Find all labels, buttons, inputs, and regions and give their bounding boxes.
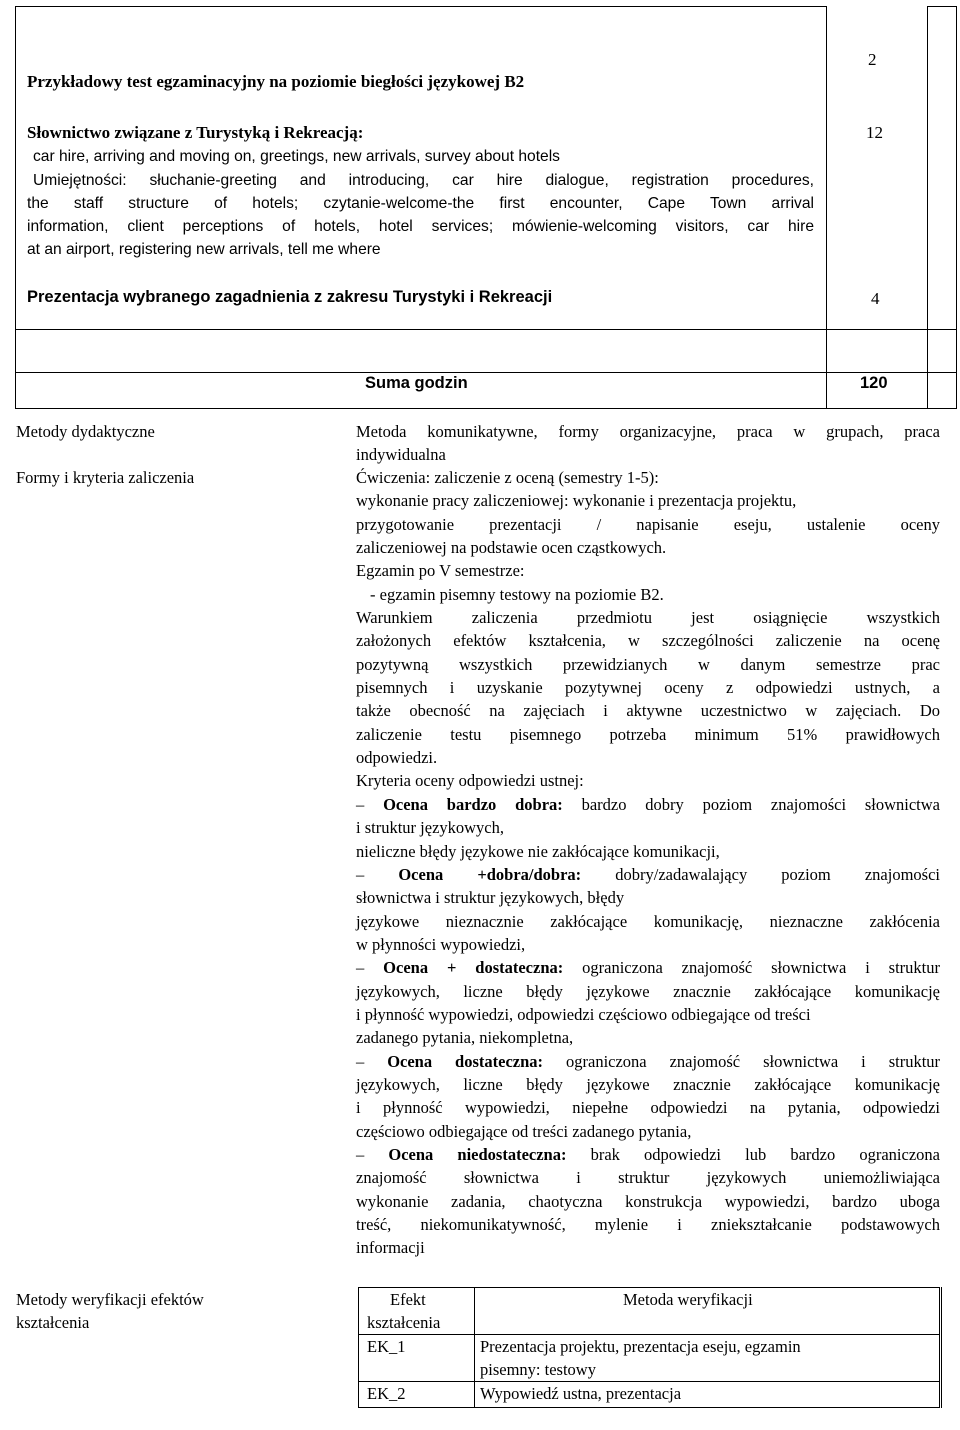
- grade-line: informacji: [356, 1238, 425, 1257]
- vocab-line: Umiejętności: słuchanie-greeting and introducing, car hire dialogue, registration procedures,: [33, 172, 814, 189]
- grade-line: językowych, liczne błędy językowe znacznie zakłócające komunikację: [356, 1075, 940, 1094]
- condition-line: zaliczenie testu pisemnego potrzeba minimum 51% prawidłowych: [356, 725, 940, 744]
- vocab-line: at an airport, registering new arrivals, tell me where: [27, 241, 381, 258]
- grade-line: językowe nieznacznie zakłócające komunikację, nieznaczne zakłócenia: [356, 912, 940, 931]
- grade-label: Ocena bardzo dobra:: [383, 795, 563, 814]
- grade-line: nieliczne błędy językowe nie zakłócające komunikacji,: [356, 842, 720, 861]
- condition-line: założonych efektów kształcenia, w szczególności zaliczenie na ocenę: [356, 631, 940, 650]
- vocab-line: information, client perceptions of hotels, hotel services; mówienie-welcoming visitors, car hire: [27, 218, 814, 235]
- column-number: 2: [868, 50, 877, 69]
- grade-description: bardzo dobry poziom znajomości słownictwa: [581, 795, 940, 814]
- table-cell-effect: EK_2: [367, 1384, 406, 1403]
- grade-label: Ocena niedostateczna:: [388, 1145, 567, 1164]
- condition-line: Warunkiem zaliczenia przedmiotu jest osiągnięcie wszystkich: [356, 608, 940, 627]
- grade-dash: –: [356, 1052, 365, 1071]
- table-cell-method: Wypowiedź ustna, prezentacja: [480, 1384, 682, 1403]
- grade-description: brak odpowiedzi lub bardzo ograniczona: [590, 1145, 940, 1164]
- exam-line: - egzamin pisemny testowy na poziomie B2.: [370, 585, 664, 604]
- grade-label: Ocena dostateczna:: [387, 1052, 544, 1071]
- grade-line: częściowo odbiegające od treści zadanego pytania,: [356, 1122, 692, 1141]
- grade-description: ograniczona znajomość słownictwa i struktur: [582, 958, 941, 977]
- grade-description: dobry/zadawalający poziom znajomości: [615, 865, 940, 884]
- exercise-line: wykonanie pracy zaliczeniowej: wykonanie i prezentacja projektu,: [356, 491, 797, 510]
- condition-line: także obecność na zajęciach i aktywne uczestnictwo w zajęciach. Do: [356, 701, 940, 720]
- grade-line: znajomość słownictwa i struktur językowych uniemożliwiająca: [356, 1168, 940, 1187]
- exercise-line: Ćwiczenia: zaliczenie z oceną (semestry 1-5):: [356, 468, 659, 487]
- exercise-line: zaliczeniowej na podstawie ocen cząstkowych.: [356, 538, 667, 557]
- condition-line: pozytywną wszystkich przewidzianych w danym semestrze prac: [356, 655, 940, 674]
- grade-line: i struktur językowych,: [356, 818, 505, 837]
- total-label: Suma godzin: [365, 374, 468, 392]
- verification-label-line: Metody weryfikacji efektów: [16, 1290, 204, 1309]
- vocab-heading: Słownictwo związane z Turystyką i Rekreacją:: [27, 123, 364, 142]
- grade-dash: –: [356, 1145, 365, 1164]
- grade-first-line: [356, 1050, 940, 1073]
- verification-label-line: kształcenia: [16, 1313, 90, 1332]
- grade-line: językowych, liczne błędy językowe znacznie zakłócające komunikację: [356, 982, 940, 1001]
- grade-dash: –: [356, 958, 365, 977]
- grade-dash: –: [356, 795, 365, 814]
- vocab-line: car hire, arriving and moving on, greetings, new arrivals, survey about hotels: [33, 148, 560, 165]
- grade-line: słownictwa i struktur językowych, błędy: [356, 888, 625, 907]
- condition-line: odpowiedzi.: [356, 748, 438, 767]
- grade-line: treść, niekomunikatywność, mylenie i zniekształcanie podstawowych: [356, 1215, 940, 1234]
- grade-first-line: [356, 956, 940, 979]
- table-header-effect: kształcenia: [367, 1313, 441, 1332]
- grade-first-line: [356, 1143, 940, 1166]
- grade-line: w płynności wypowiedzi,: [356, 935, 526, 954]
- grade-line: i płynność wypowiedzi, odpowiedzi częściowo odbiegające od treści: [356, 1005, 811, 1024]
- exercise-line: przygotowanie prezentacji / napisanie eseju, ustalenie oceny: [356, 515, 940, 534]
- table-header-effect: Efekt: [390, 1290, 426, 1309]
- methods-label: Metody dydaktyczne: [16, 422, 155, 441]
- grade-label: Ocena +dobra/dobra:: [398, 865, 582, 884]
- criteria-heading: Kryteria oceny odpowiedzi ustnej:: [356, 771, 584, 790]
- grade-first-line: [356, 793, 940, 816]
- vocab-line: the staff structure of hotels; czytanie-welcome-the first encounter, Cape Town arrival: [27, 195, 814, 212]
- exam-title: Przykładowy test egzaminacyjny na poziomie biegłości językowej B2: [27, 72, 525, 91]
- grade-dash: –: [356, 865, 365, 884]
- presentation-title: Prezentacja wybranego zagadnienia z zakresu Turystyki i Rekreacji: [27, 288, 553, 306]
- grade-line: zadanego pytania, niekompletna,: [356, 1028, 574, 1047]
- table-cell-method: pisemny: testowy: [480, 1360, 596, 1379]
- presentation-hours: 4: [871, 289, 880, 308]
- forms-label: Formy i kryteria zaliczenia: [16, 468, 195, 487]
- condition-line: pisemnych i uzyskanie pozytywnej oceny z odpowiedzi ustnych, a: [356, 678, 940, 697]
- table-cell-method: Prezentacja projektu, prezentacja eseju, egzamin: [480, 1337, 801, 1356]
- exam-line: Egzamin po V semestrze:: [356, 561, 525, 580]
- vocab-hours: 12: [866, 123, 883, 142]
- grade-line: wykonanie zadania, chaotyczna konstrukcja wypowiedzi, bardzo uboga: [356, 1192, 940, 1211]
- total-value: 120: [860, 374, 888, 392]
- grade-first-line: [356, 863, 940, 886]
- grade-label: Ocena + dostateczna:: [383, 958, 564, 977]
- methods-line: Metoda komunikatywne, formy organizacyjne, praca w grupach, praca: [356, 422, 940, 441]
- methods-line: indywidualna: [356, 445, 446, 464]
- table-header-method: Metoda weryfikacji: [623, 1290, 753, 1309]
- table-cell-effect: EK_1: [367, 1337, 406, 1356]
- grade-line: i płynność wypowiedzi, niepełne odpowiedzi na pytania, odpowiedzi: [356, 1098, 940, 1117]
- grade-description: ograniczona znajomość słownictwa i struktur: [566, 1052, 941, 1071]
